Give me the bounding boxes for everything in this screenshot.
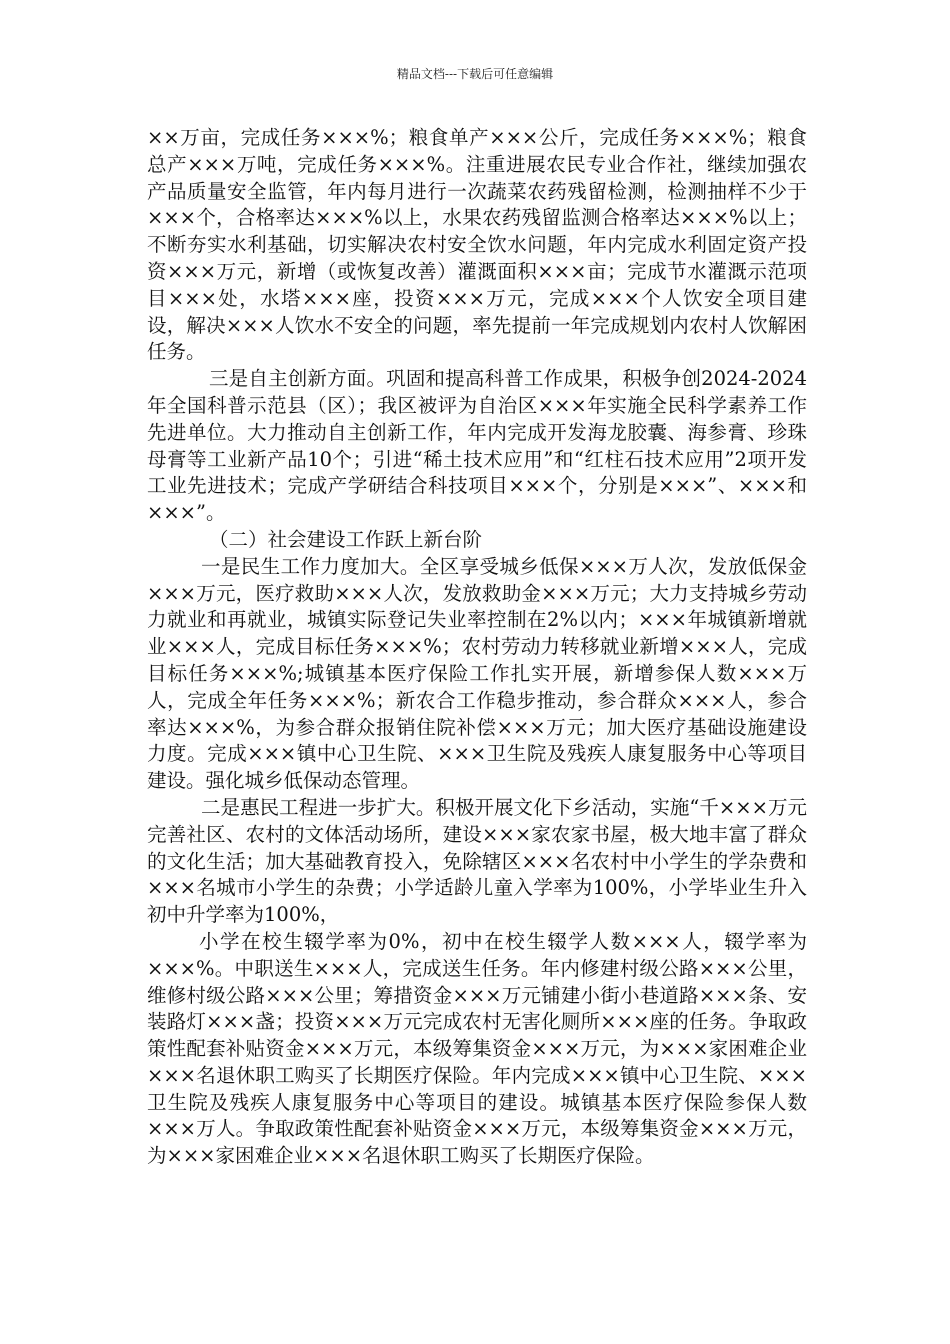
paragraph-benefit-projects: 二是惠民工程进一步扩大。积极开展文化下乡活动，实施“千×××万元完善社区、农村的文体活动场所，建设×××家农家书屋，极大地丰富了群众的文化生活；加大基础教育投入，免除辖区×××名农村中小学生的学杂费和×××名城市小学生的杂费；小学适龄儿童入学率为100%，小学毕业生升入初中升学率为100%，	[147, 795, 807, 927]
paragraph-livelihood: 一是民生工作力度加大。全区享受城乡低保×××万人次，发放低保金×××万元，医疗救助×××人次，发放救助金×××万元；大力支持城乡劳动力就业和再就业，城镇实际登记失业率控制在2%以内；×××年城镇新增就业×××人，完成目标任务×××%；农村劳动力转移就业新增×××人，完成目标任务×××%;城镇基本医疗保险工作扎实开展，新增参保人数×××万人，完成全年任务×××%；新农合工作稳步推动，参合群众×××人，参合率达×××%，为参合群众报销住院补偿×××万元；加大医疗基础设施建设力度。完成×××镇中心卫生院、×××卫生院及残疾人康复服务中心等项目建设。强化城乡低保动态管理。	[147, 554, 807, 793]
section-heading-social-construction: （二）社会建设工作跃上新台阶	[209, 527, 483, 551]
document-body	[147, 125, 807, 1170]
page-header: 精品文档---下载后可任意编辑	[396, 67, 554, 81]
paragraph-agriculture: ××万亩，完成任务×××%；粮食单产×××公斤，完成任务×××%；粮食总产×××万吨，完成任务×××%。注重进展农民专业合作社，继续加强农产品质量安全监管，年内每月进行一次蔬菜农药残留检测，检测抽样不少于×××个，合格率达×××%以上，水果农药残留监测合格率达×××%以上；不断夯实水利基础，切实解决农村安全饮水问题，年内完成水利固定资产投资×××万元，新增（或恢复改善）灌溉面积×××亩；完成节水灌溉示范项目×××处，水塔×××座，投资×××万元，完成×××个人饮安全项目建设，解决×××人饮水不安全的问题，率先提前一年完成规划内农村人饮解困任务。	[147, 126, 807, 364]
paragraph-innovation: 三是自主创新方面。巩固和提高科普工作成果，积极争创2024-2024年全国科普示范县（区）；我区被评为自治区×××年实施全民科学素养工作先进单位。大力推动自主创新工作，年内完成开发海龙胶囊、海参膏、珍珠母膏等工业新产品10个；引进“稀土技术应用”和“红柱石技术应用”2项开发工业先进技术；完成产学研结合科技项目×××个，分别是×××”、×××和×××”。	[147, 367, 807, 525]
paragraph-education-infrastructure: 小学在校生辍学率为0%，初中在校生辍学人数×××人，辍学率为×××%。中职送生×××人，完成送生任务。年内修建村级公路×××公里，维修村级公路×××公里；筹措资金×××万元铺建小街小巷道路×××条、安装路灯×××盏；投资×××万元完成农村无害化厕所×××座的任务。争取政策性配套补贴资金×××万元，本级筹集资金×××万元，为×××家困难企业×××名退休职工购买了长期医疗保险。年内完成×××镇中心卫生院、×××卫生院及残疾人康复服务中心等项目的建设。城镇基本医疗保险参保人数×××万人。争取政策性配套补贴资金×××万元，本级筹集资金×××万元，为×××家困难企业×××名退休职工购买了长期医疗保险。	[147, 929, 807, 1168]
